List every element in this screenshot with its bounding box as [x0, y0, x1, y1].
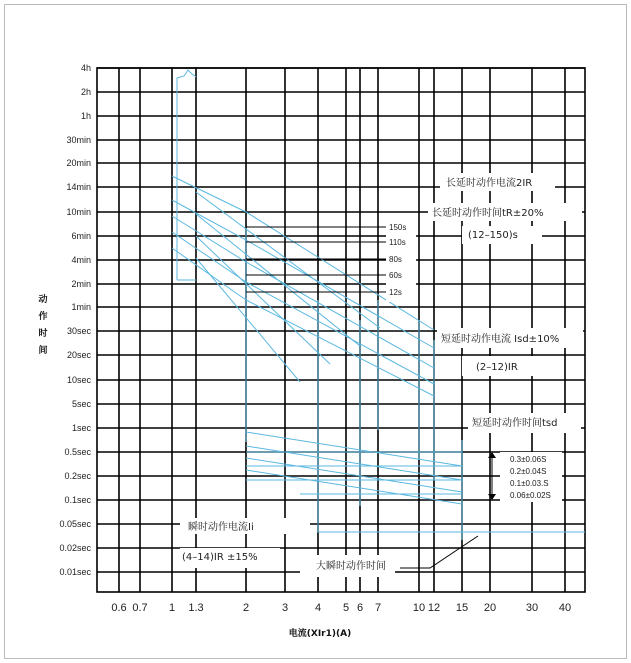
y-tick-label: 0.5sec — [64, 447, 91, 457]
x-tick-label: 30 — [525, 602, 539, 614]
y-axis-label: 动 — [38, 295, 48, 305]
tsd-value: 0.1±0.03.S — [510, 479, 549, 488]
y-axis-label: 作 — [38, 312, 48, 322]
long-delay-current-label: 长延时动作电流2IR — [446, 178, 533, 189]
tsd-value: 0.2±0.04S — [510, 467, 547, 476]
y-tick-label: 0.1sec — [64, 495, 91, 505]
long-delay-range-label: (12–150)s — [468, 230, 518, 241]
long-delay-curve — [196, 214, 360, 346]
y-tick-label: 0.2sec — [64, 471, 91, 481]
y-tick-label: 5sec — [71, 399, 91, 409]
y-tick-label: 14min — [66, 182, 91, 192]
instant-current-label: 瞬时动作电流Ii — [188, 522, 254, 533]
tr-setting-label: 110s — [389, 238, 406, 247]
x-tick-label: 5 — [342, 602, 350, 614]
x-tick-label: 2 — [242, 602, 250, 614]
instant-range-label: (4–14)IR ±15% — [182, 552, 258, 563]
x-tick-label: 3 — [281, 602, 289, 614]
long-delay-time-label: 长延时动作时间tR±20% — [432, 208, 544, 219]
tsd-value: 0.3±0.06S — [510, 455, 547, 464]
y-tick-label: 0.02sec — [59, 543, 91, 553]
y-tick-label: 6min — [71, 231, 91, 241]
instant-curve — [318, 506, 585, 532]
long-delay-curve — [196, 236, 330, 364]
y-tick-label: 10min — [66, 207, 91, 217]
tr-setting-label: 150s — [389, 223, 407, 232]
instant-leader-line — [400, 536, 478, 568]
x-axis-label: 电流(XIr1)(A) — [288, 629, 352, 639]
y-tick-label: 2min — [71, 279, 91, 289]
x-tick-label: 10 — [412, 602, 426, 614]
short-delay-current-label: 短延时动作电流 Isd±10% — [441, 334, 560, 345]
y-tick-label: 4h — [80, 63, 91, 73]
x-tick-label: 4 — [314, 602, 322, 614]
y-tick-label: 20sec — [66, 350, 91, 360]
y-tick-label: 1h — [80, 111, 91, 121]
x-tick-label: 7 — [374, 602, 382, 614]
x-tick-label: 15 — [455, 602, 469, 614]
x-tick-label: 12 — [427, 602, 441, 614]
tr-setting-label: 60s — [389, 271, 402, 280]
overload-curve — [177, 70, 196, 280]
x-tick-label: 40 — [558, 602, 572, 614]
y-tick-label: 1sec — [71, 423, 91, 433]
x-tick-label: 1 — [168, 602, 176, 614]
x-tick-label: 6 — [356, 602, 364, 614]
tr-setting-label: 80s — [389, 255, 402, 264]
y-tick-label: 0.01sec — [59, 567, 91, 577]
y-tick-label: 0.05sec — [59, 519, 91, 529]
y-tick-label: 30min — [66, 135, 91, 145]
short-delay-time-label: 短延时动作时间tsd — [472, 418, 558, 429]
short-delay-range-label: (2–12)IR — [476, 362, 518, 373]
y-tick-label: 2h — [80, 87, 91, 97]
instant-time-label: 大瞬时动作时间 — [316, 561, 386, 572]
y-tick-label: 10sec — [66, 375, 91, 385]
y-axis-label: 间 — [38, 346, 48, 356]
tsd-value: 0.06±0.02S — [510, 491, 551, 500]
x-tick-label: 1.3 — [188, 602, 204, 614]
tr-setting-label: 12s — [389, 288, 402, 297]
short-delay-curve — [246, 432, 462, 466]
y-tick-label: 4min — [71, 255, 91, 265]
x-tick-label: 0.7 — [132, 602, 148, 614]
y-tick-label: 30sec — [66, 326, 91, 336]
y-tick-label: 20min — [66, 158, 91, 168]
y-tick-label: 1min — [71, 302, 91, 312]
x-tick-label: 20 — [483, 602, 497, 614]
y-axis-label: 时 — [38, 329, 48, 339]
x-tick-label: 0.6 — [111, 602, 127, 614]
